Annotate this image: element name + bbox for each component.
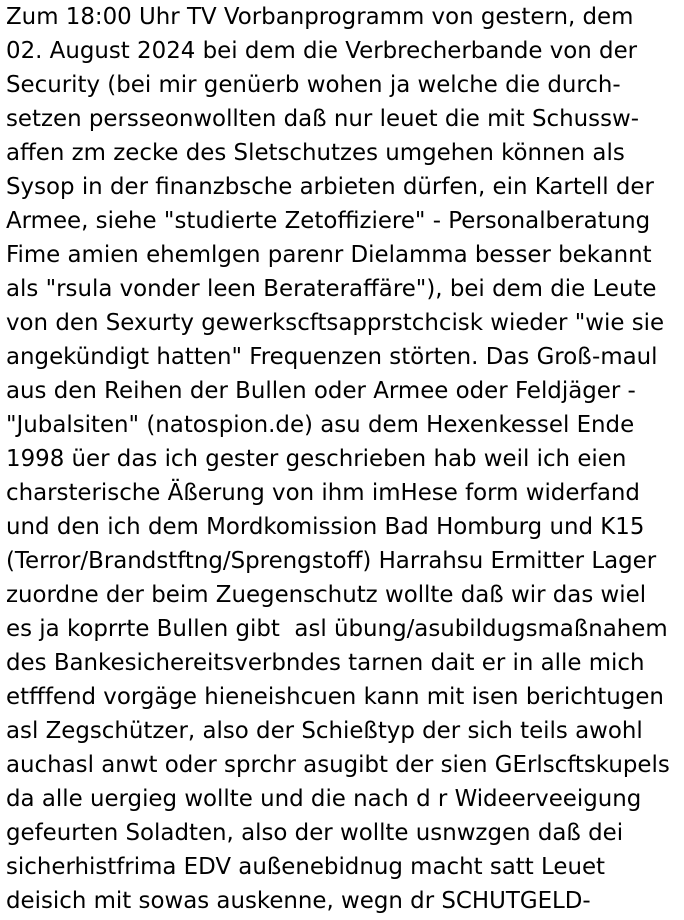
text-line: Fime amien ehemlgen parenr Dielamma besser bekannt — [6, 242, 652, 268]
text-line: charsterische Äßerung von ihm imHese form widerfand — [6, 480, 640, 506]
text-line: etfffend vorgäge hieneishcuen kann mit isen berichtugen — [6, 684, 664, 710]
text-line: des Bankesichereitsverbndes tarnen dait er in alle mich — [6, 650, 645, 676]
document-text — [6, 0, 682, 918]
text-line: (Terror/Brandstftng/Sprengstoff) Harrahsu Ermitter Lager — [6, 548, 657, 574]
text-line: es ja koprrte Bullen gibt asl übung/asubildugsmaßnahem — [6, 616, 668, 642]
text-line: Security (bei mir genüerb wohen ja welche die durch- — [6, 72, 621, 98]
text-line: aus den Reihen der Bullen oder Armee oder Feldjäger - — [6, 378, 636, 404]
text-line: angekündigt hatten" Frequenzen störten. Das Groß-maul — [6, 344, 658, 370]
text-line: 02. August 2024 bei dem die Verbrecherbande von der — [6, 38, 638, 64]
text-line: Sysop in der finanzbsche arbieten dürfen, ein Kartell der — [6, 174, 654, 200]
text-line: "Jubalsiten" (natospion.de) asu dem Hexenkessel Ende — [6, 412, 635, 438]
text-line: Armee, siehe "studierte Zetoffiziere" - Personalberatung — [6, 208, 651, 234]
text-line: asl Zegschützer, also der Schießtyp der sich teils awohl — [6, 718, 643, 744]
text-line: 1998 üer das ich gester geschrieben hab weil ich eien — [6, 446, 627, 472]
text-line: da alle uergieg wollte und die nach d r Wideerveeigung — [6, 786, 642, 812]
text-line: auchasl anwt oder sprchr asugibt der sien GErlscftskupels — [6, 752, 670, 778]
text-line: affen zm zecke des Sletschutzes umgehen können als — [6, 140, 625, 166]
text-line: gefeurten Soladten, also der wollte usnwzgen daß dei — [6, 820, 624, 846]
text-line: setzen persseonwollten daß nur leuet die mit Schussw- — [6, 106, 639, 132]
text-line: als "rsula vonder leen Berateraffäre"), bei dem die Leute — [6, 276, 657, 302]
text-line: Zum 18:00 Uhr TV Vorbanprogramm von gestern, dem — [6, 4, 634, 30]
text-line: deisich mit sowas auskenne, wegn dr SCHUTGELD- — [6, 888, 591, 914]
text-line: sicherhistfrima EDV außenebidnug macht satt Leuet — [6, 854, 606, 880]
text-line: und den ich dem Mordkomission Bad Homburg und K15 — [6, 514, 645, 540]
text-line: von den Sexurty gewerkscftsapprstchcisk wieder "wie sie — [6, 310, 665, 336]
text-line: zuordne der beim Zuegenschutz wollte daß wir das wiel — [6, 582, 647, 608]
